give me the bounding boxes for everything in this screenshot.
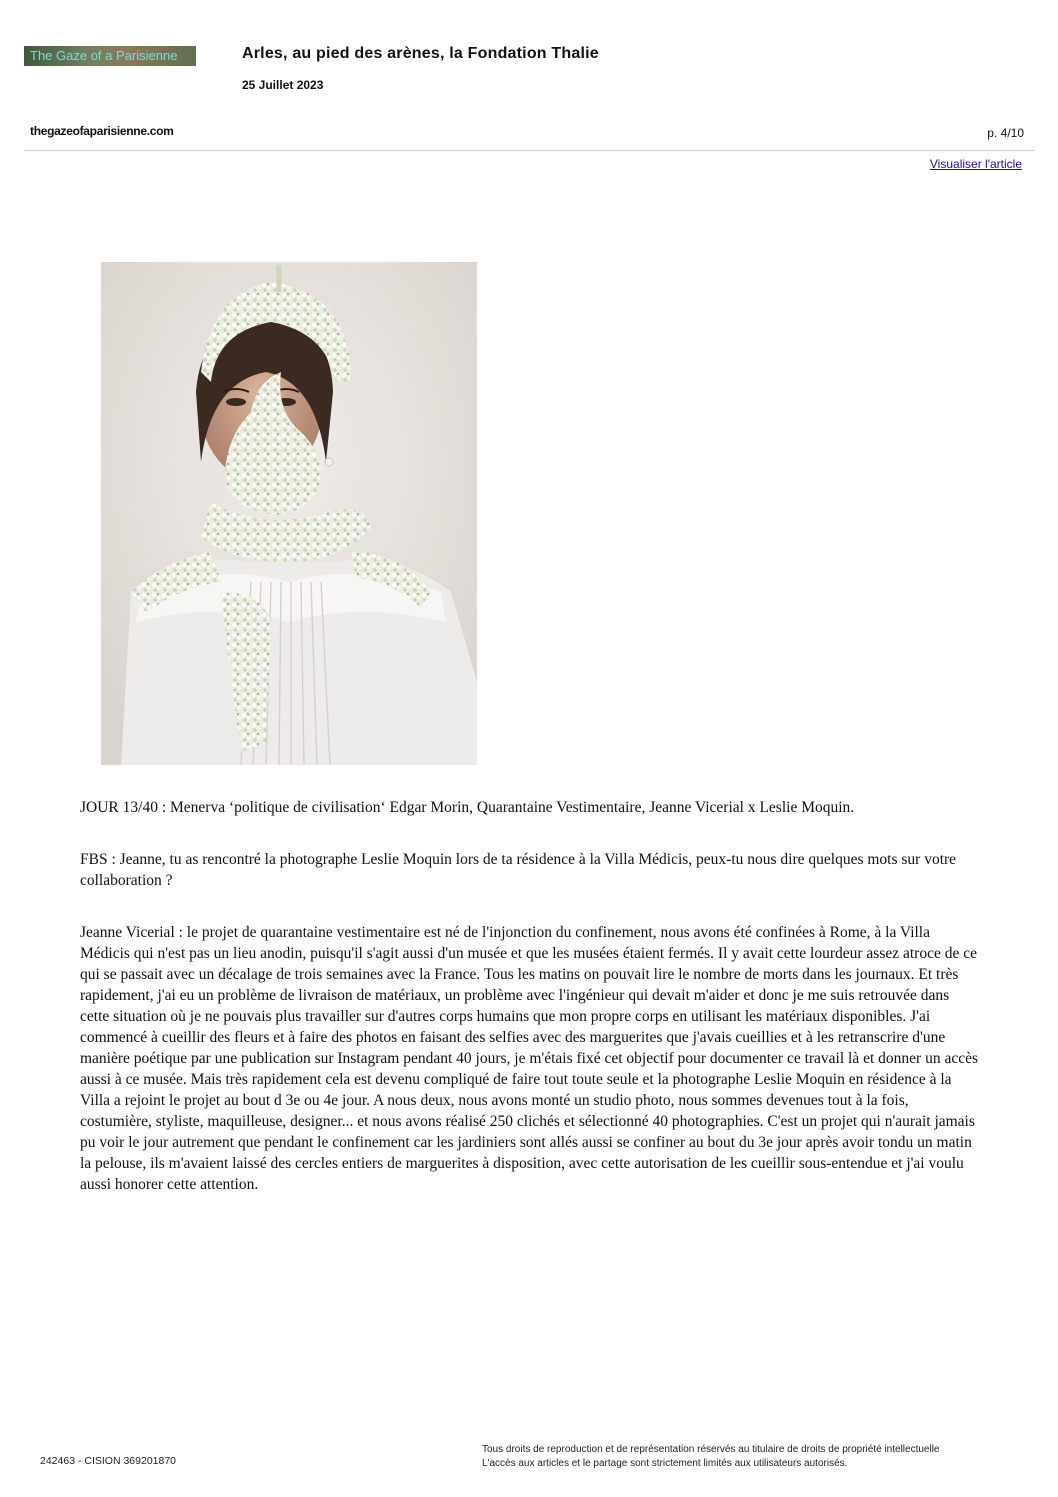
publication-logo	[24, 46, 196, 66]
copyright-line-2: L'accès aux articles et le partage sont strictement limités aux utilisateurs autorisés.	[482, 1458, 848, 1469]
page-number: p. 4/10	[987, 126, 1024, 140]
article-paragraph-1: JOUR 13/40 : Menerva ‘politique de civilisation‘ Edgar Morin, Quarantaine Vestimentaire, Jeanne Vicerial x Leslie Moquin.	[80, 799, 855, 816]
view-article-link[interactable]: Visualiser l'article	[929, 157, 1022, 171]
document-id: 242463 - CISION 369201870	[40, 1455, 177, 1467]
article-date: 25 Juillet 2023	[242, 78, 324, 92]
article-photo	[101, 262, 477, 765]
copyright-line-1: Tous droits de reproduction et de représentation réservés au titulaire de droits de propriété intellectuelle	[482, 1444, 940, 1455]
copyright-notice	[482, 1443, 1042, 1471]
header-divider	[24, 150, 1034, 151]
flower-portrait-illustration	[101, 262, 477, 765]
article-paragraph-2: FBS : Jeanne, tu as rencontré la photographe Leslie Moquin lors de ta résidence à la Villa Médicis, peux-tu nous dire quelques mots sur votre collaboration ?	[80, 851, 957, 889]
article-paragraph-3: Jeanne Vicerial : le projet de quarantaine vestimentaire est né de l'injonction du confinement, nous avons été confinées à Rome, à la Villa Médicis qui n'est pas un lieu anodin, puisqu'il s'agit aussi d'un musée et que les musées étaient fermés. Il y avait cette lourdeur assez atroce de ce qui se passait avec un décalage de trois semaines avec la France. Tous les matins on pouvait lire le nombre de morts dans les journaux. Et très rapidement, j'ai eu un problème de livraison de matériaux, un problème avec l'ingénieur qui devait m'aider et donc je me suis retrouvée dans cette situation où je ne pouvais plus travailler sur d'autres corps humains que mon propre corps en utilisant les matériaux disponibles. J'ai commencé à cueillir des fleurs et à faire des photos en faisant des selfies avec des marguerites que j'avais cueillies et à les retranscrire d'une manière poétique par une publication sur Instagram pendant 40 jours, je m'étais fixé cet objectif pour documenter ce travail là et donner un accès aussi à ce musée. Mais très rapidement cela est devenu compliqué de faire tout toute seule et la photographe Leslie Moquin en résidence à la Villa a rejoint le projet au bout d 3e ou 4e jour. A nous deux, nous avons monté un studio photo, nous sommes devenues tout à la fois, costumière, styliste, maquilleuse, designer... et nous avons réalisé 250 clichés et sélectionné 40 photographies. C'est un projet qui n'aurait jamais pu voir le jour autrement que pendant le confinement car les jardiniers sont allés aussi se confiner au bout du 3e jour après avoir tondu un matin la pelouse, ils m'avaient laissé des cercles entiers de marguerites à disposition, avec cette autorisation de les cueillir sous-entendue et j'ai voulu aussi honorer cette attention.	[80, 924, 979, 1193]
source-site: thegazeofaparisienne.com	[30, 124, 174, 138]
logo-text: The Gaze of a Parisienne	[30, 48, 178, 63]
article-title: Arles, au pied des arènes, la Fondation Thalie	[242, 45, 599, 62]
